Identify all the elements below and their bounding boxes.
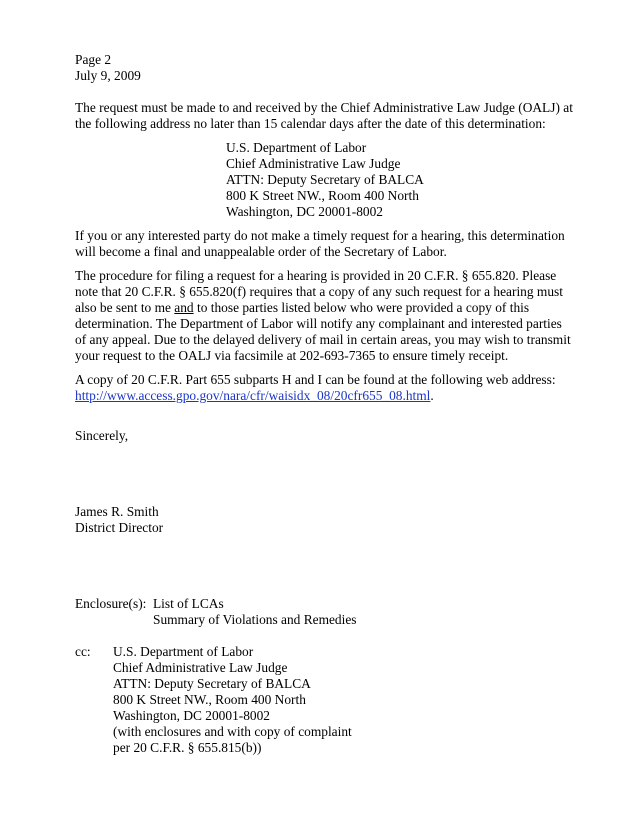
paragraph-line: note that 20 C.F.R. § 655.820(f) requires that a copy of any such request for a hearing must xyxy=(75,284,563,299)
address-line: U.S. Department of Labor xyxy=(226,140,367,155)
paragraph-line xyxy=(75,388,575,404)
enclosures-label: Enclosure(s): xyxy=(75,596,147,611)
paragraph-line: If you or any interested party do not make a timely request for a hearing, this determination xyxy=(75,228,565,243)
page-header xyxy=(75,52,575,84)
cc-line: per 20 C.F.R. § 655.815(b)) xyxy=(113,740,262,755)
paragraph-line: A copy of 20 C.F.R. Part 655 subparts H and I can be found at the following web address: xyxy=(75,372,556,387)
text-segment: also be sent to me xyxy=(75,300,175,315)
cc-line: (with enclosures and with copy of complaint xyxy=(113,724,352,739)
signer-name: James R. Smith xyxy=(75,504,159,519)
closing xyxy=(75,428,575,444)
cc-line: Chief Administrative Law Judge xyxy=(113,660,288,675)
letter-date: July 9, 2009 xyxy=(75,68,141,83)
address-line: Washington, DC 20001-8002 xyxy=(226,204,383,219)
paragraph-line: determination. The Department of Labor will notify any complainant and interested parties xyxy=(75,316,562,331)
oalj-address xyxy=(226,140,526,220)
cc-line: ATTN: Deputy Secretary of BALCA xyxy=(113,676,311,691)
enclosures-list xyxy=(153,596,357,628)
paragraph-line: The request must be made to and received by the Chief Administrative Law Judge (OALJ) at xyxy=(75,100,573,115)
paragraph-line: will become a final and unappealable order of the Secretary of Labor. xyxy=(75,244,447,259)
cc-line: Washington, DC 20001-8002 xyxy=(113,708,270,723)
enclosure-item: Summary of Violations and Remedies xyxy=(153,612,357,627)
paragraph-timely-request xyxy=(75,228,575,260)
paragraph-hearing-procedure xyxy=(75,268,575,364)
paragraph-line: your request to the OALJ via facsimile at 202-693-7365 to ensure timely receipt. xyxy=(75,348,509,363)
paragraph-line xyxy=(75,300,575,316)
address-line: Chief Administrative Law Judge xyxy=(226,156,401,171)
cc-list xyxy=(113,644,352,756)
signer-title: District Director xyxy=(75,520,164,535)
link-suffix: . xyxy=(430,388,434,403)
address-line: ATTN: Deputy Secretary of BALCA xyxy=(226,172,424,187)
paragraph-line: the following address no later than 15 calendar days after the date of this determination: xyxy=(75,116,546,131)
address-line: 800 K Street NW., Room 400 North xyxy=(226,188,419,203)
text-segment: to those parties listed below who were provided a copy of this xyxy=(193,300,530,315)
closing-salutation: Sincerely, xyxy=(75,428,129,443)
paragraph-request-instructions xyxy=(75,100,575,132)
underlined-text: and xyxy=(174,300,194,315)
cc-line: 800 K Street NW., Room 400 North xyxy=(113,692,306,707)
cc-label: cc: xyxy=(75,644,91,659)
paragraph-line: of any appeal. Due to the delayed delivery of mail in certain areas, you may wish to transmit xyxy=(75,332,571,347)
cfr-web-link[interactable]: http://www.access.gpo.gov/nara/cfr/waisidx_08/20cfr655_08.html xyxy=(75,388,431,403)
enclosure-item: List of LCAs xyxy=(153,596,224,611)
signature-block xyxy=(75,504,575,536)
page-number: Page 2 xyxy=(75,52,112,67)
paragraph-line: The procedure for filing a request for a hearing is provided in 20 C.F.R. § 655.820. Please xyxy=(75,268,557,283)
paragraph-web-address xyxy=(75,372,575,404)
cc-line: U.S. Department of Labor xyxy=(113,644,254,659)
